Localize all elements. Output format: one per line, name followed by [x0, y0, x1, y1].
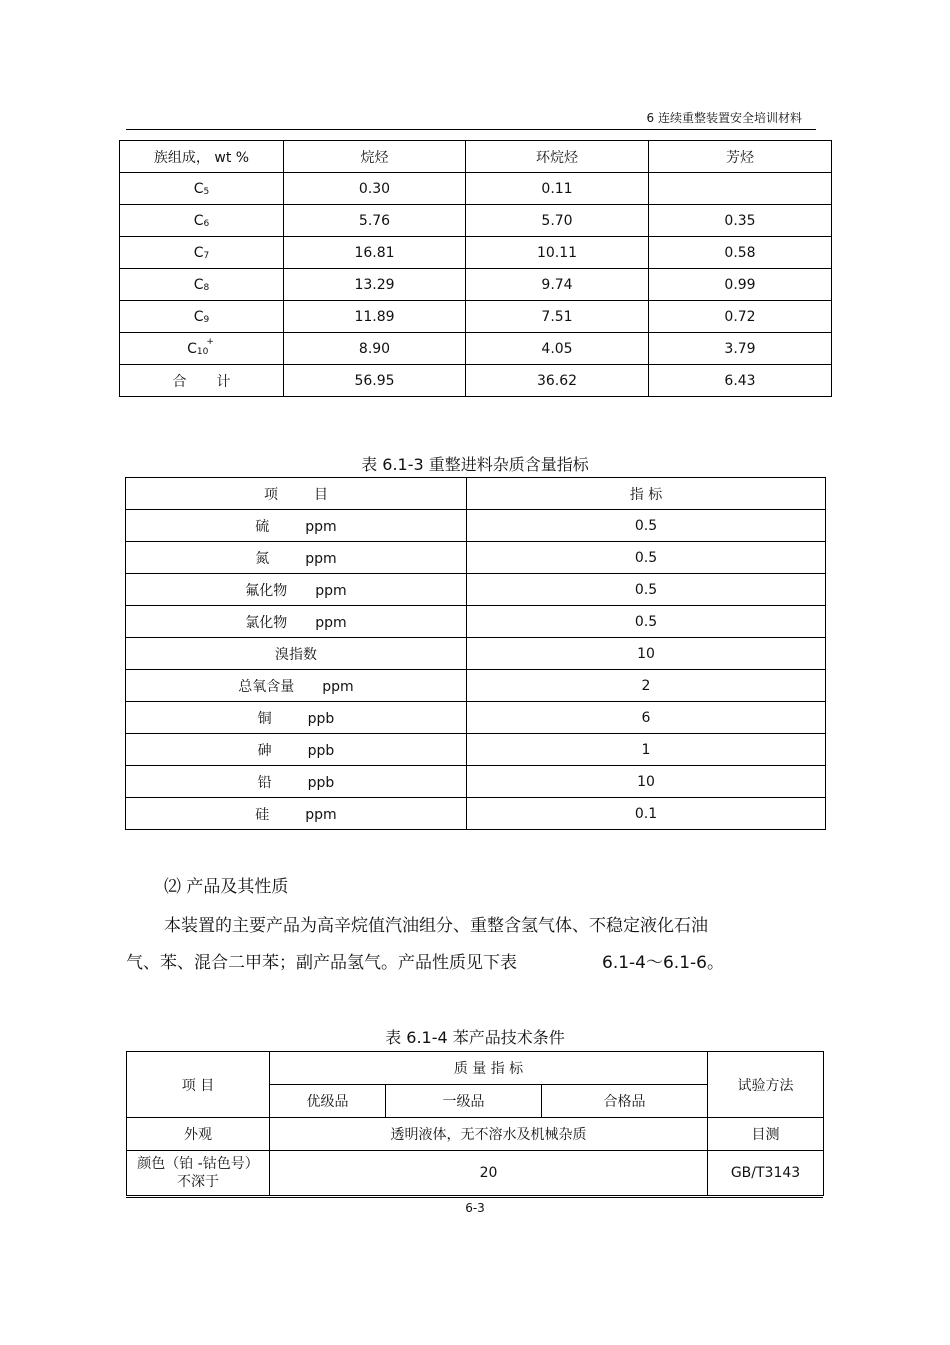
method-cell: 目测 [708, 1118, 824, 1151]
table-row [126, 606, 826, 638]
value-cell: 11.89 [284, 301, 466, 333]
value-cell: 0.5 [467, 510, 826, 542]
value-cell: 8.90 [284, 333, 466, 365]
table-row [126, 510, 826, 542]
table-row [126, 734, 826, 766]
composition-table [119, 140, 832, 397]
table-row [120, 237, 832, 269]
item-cell: 铅 ppb [126, 766, 467, 798]
item-cell: 铜 ppb [126, 702, 467, 734]
table-header-row [126, 478, 826, 510]
item-cell: 氮 ppm [126, 542, 467, 574]
grade-cell: 合格品 [542, 1085, 708, 1118]
header-cell: 环烷烃 [466, 141, 649, 173]
carbon-number-cell: C9 [120, 301, 284, 333]
value-cell: 0.11 [466, 173, 649, 205]
value-cell: 10.11 [466, 237, 649, 269]
value-cell: 0.30 [284, 173, 466, 205]
value-cell: 13.29 [284, 269, 466, 301]
item-cell: 硅 ppm [126, 798, 467, 830]
table-row [127, 1118, 824, 1151]
total-row [120, 365, 832, 397]
header-cell: 芳烃 [649, 141, 832, 173]
carbon-number-cell: C10+ [120, 333, 284, 365]
item-cell: 氟化物 ppm [126, 574, 467, 606]
item-cell: 溴指数 [126, 638, 467, 670]
table-header-row [120, 141, 832, 173]
header-cell: 项 目 [126, 478, 467, 510]
table-row [126, 670, 826, 702]
grade-cell: 优级品 [270, 1085, 386, 1118]
header-cell: 指 标 [467, 478, 826, 510]
item-cell: 氯化物 ppm [126, 606, 467, 638]
value-cell: 3.79 [649, 333, 832, 365]
carbon-number-cell: C5 [120, 173, 284, 205]
item-cell: 硫 ppm [126, 510, 467, 542]
value-cell: 6.43 [649, 365, 832, 397]
value-cell: 0.72 [649, 301, 832, 333]
item-cell: 颜色（铂 -钴色号） 不深于 [127, 1151, 270, 1196]
value-cell: 5.76 [284, 205, 466, 237]
table-row [120, 269, 832, 301]
section-heading: ⑵ 产品及其性质 [164, 877, 289, 897]
value-cell: 2 [467, 670, 826, 702]
impurity-table [125, 477, 826, 830]
value-cell [649, 173, 832, 205]
value-cell: 0.5 [467, 542, 826, 574]
value-cell: 9.74 [466, 269, 649, 301]
header-cell: 项 目 [127, 1052, 270, 1118]
table-row [127, 1151, 824, 1196]
page-number: 6-3 [465, 1201, 485, 1215]
table-row [120, 301, 832, 333]
value-cell: 5.70 [466, 205, 649, 237]
value-cell: 0.99 [649, 269, 832, 301]
paragraph-line: 气、苯、混合二甲苯；副产品氢气。产品性质见下表 [126, 953, 517, 973]
paragraph-line: 本装置的主要产品为高辛烷值汽油组分、重整含氢气体、不稳定液化石油 [164, 916, 708, 936]
table-caption: 表 6.1-4 苯产品技术条件 [385, 1028, 565, 1047]
value-cell: 10 [467, 638, 826, 670]
value-cell: 1 [467, 734, 826, 766]
table-row [126, 766, 826, 798]
value-cell: 0.35 [649, 205, 832, 237]
item-cell: 外观 [127, 1118, 270, 1151]
value-cell: 0.5 [467, 606, 826, 638]
value-cell: 56.95 [284, 365, 466, 397]
value-cell: 36.62 [466, 365, 649, 397]
footer-rule [126, 1197, 823, 1198]
total-label: 合 计 [120, 365, 284, 397]
value-cell: 16.81 [284, 237, 466, 269]
table-reference: 6.1-4～6.1-6。 [602, 953, 724, 973]
header-rule [126, 129, 816, 130]
table-row [126, 638, 826, 670]
table-row [126, 574, 826, 606]
table-row [126, 542, 826, 574]
value-cell: 4.05 [466, 333, 649, 365]
table-row [126, 702, 826, 734]
value-cell: 0.58 [649, 237, 832, 269]
header-cell: 试验方法 [708, 1052, 824, 1118]
method-cell: GB/T3143 [708, 1151, 824, 1196]
value-cell: 20 [270, 1151, 708, 1196]
table-caption: 表 6.1-3 重整进料杂质含量指标 [361, 455, 589, 474]
header-cell: 族组成， wt % [120, 141, 284, 173]
value-cell: 6 [467, 702, 826, 734]
value-cell: 透明液体，无不溶水及机械杂质 [270, 1118, 708, 1151]
carbon-number-cell: C7 [120, 237, 284, 269]
value-cell: 10 [467, 766, 826, 798]
header-cell: 烷烃 [284, 141, 466, 173]
running-header: 6 连续重整装置安全培训材料 [646, 111, 802, 125]
value-cell: 0.5 [467, 574, 826, 606]
carbon-number-cell: C8 [120, 269, 284, 301]
value-cell: 0.1 [467, 798, 826, 830]
table-header-row [127, 1052, 824, 1085]
table-row [126, 798, 826, 830]
value-cell: 7.51 [466, 301, 649, 333]
table-row [120, 333, 832, 365]
item-cell: 砷 ppb [126, 734, 467, 766]
table-row [120, 173, 832, 205]
benzene-spec-table [126, 1051, 824, 1196]
item-cell: 总氧含量 ppm [126, 670, 467, 702]
grade-cell: 一级品 [386, 1085, 542, 1118]
header-cell: 质 量 指 标 [270, 1052, 708, 1085]
carbon-number-cell: C6 [120, 205, 284, 237]
table-row [120, 205, 832, 237]
